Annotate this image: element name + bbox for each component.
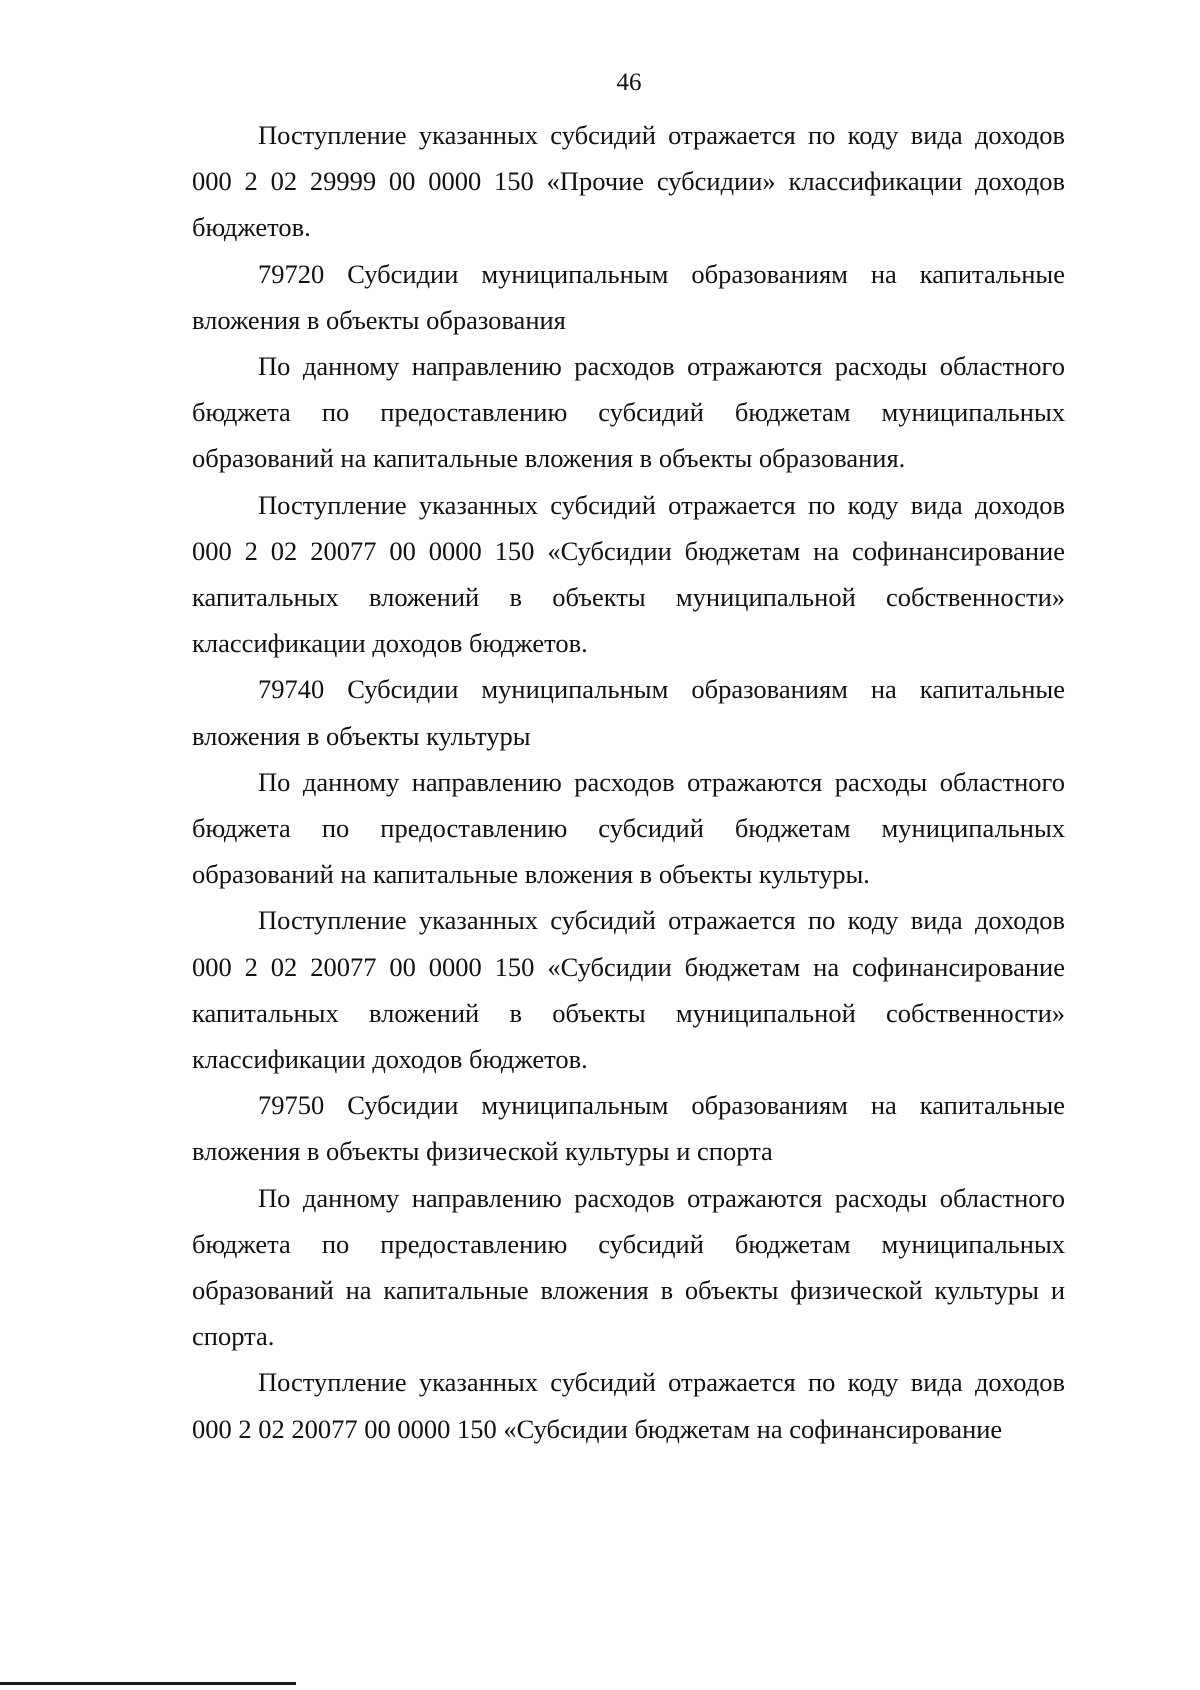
scan-edge-line — [0, 1682, 296, 1685]
paragraph-expense-direction-sport: По данному направлению расходов отражаются расходы областного бюджета по предоставлению субсидий бюджетам муниципальных образований на капитальные вложения в объекты физической культуры и спорта. — [192, 1182, 1065, 1352]
paragraph-expense-direction-education: По данному направлению расходов отражаются расходы областного бюджета по предоставлению субсидий бюджетам муниципальных образований на капитальные вложения в объекты образования. — [192, 351, 1065, 474]
paragraph-expense-direction-culture: По данному направлению расходов отражаются расходы областного бюджета по предоставлению субсидий бюджетам муниципальных образований на капитальные вложения в объекты культуры. — [192, 766, 1065, 890]
page-number: 46 — [616, 69, 642, 96]
paragraph-revenue-code-other-subsidies: Поступление указанных субсидий отражается по коду вида доходов 000 2 02 29999 00 0000 150 «Прочие субсидии» классификации доходов бюджетов. — [192, 120, 1065, 243]
section-heading-79720: 79720 Субсидии муниципальным образованиям на капитальные вложения в объекты образования — [192, 258, 1065, 335]
paragraph-revenue-code-education: Поступление указанных субсидий отражается по коду вида доходов 000 2 02 20077 00 0000 150 «Субсидии бюджетам на софинансирование капитальных вложений в объекты муниципальной собственности» классификации доходов бюджетов. — [192, 489, 1065, 659]
paragraph-revenue-code-culture: Поступление указанных субсидий отражается по коду вида доходов 000 2 02 20077 00 0000 150 «Субсидии бюджетам на софинансирование капитальных вложений в объекты муниципальной собственности» классификации доходов бюджетов. — [192, 905, 1065, 1075]
section-heading-79750: 79750 Субсидии муниципальным образованиям на капитальные вложения в объекты физической культуры и спорта — [192, 1090, 1065, 1167]
document-body — [192, 112, 1065, 1452]
section-heading-79740: 79740 Субсидии муниципальным образованиям на капитальные вложения в объекты культуры — [192, 674, 1065, 751]
paragraph-revenue-code-sport: Поступление указанных субсидий отражается по коду вида доходов 000 2 02 20077 00 0000 150 «Субсидии бюджетам на софинансирование — [192, 1367, 1065, 1444]
